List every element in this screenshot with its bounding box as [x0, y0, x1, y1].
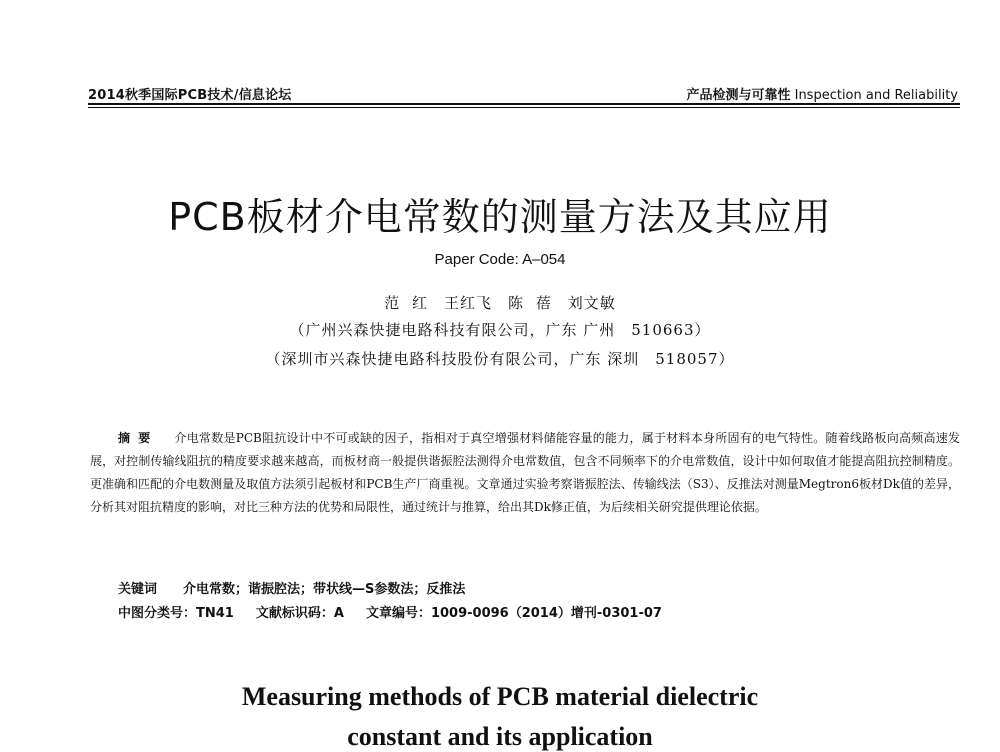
english-title-line-1: Measuring methods of PCB material dielectric [241, 682, 759, 711]
abstract [90, 427, 960, 519]
abstract-text: 介电常数是PCB阻抗设计中不可或缺的因子，指相对于真空增强材料储能容量的能力，属于材料本身所固有的电气特性。随着线路板向高频高速发展，对控制传输线阻抗的精度要求越来越高，而板材商一般提供谐振腔法测得介电常数值，包含不同频率下的介电常数值，设计中如何取值才能提高阻抗控制精度。更准确和匹配的介电数测量及取值方法须引起板材和PCB生产厂商重视。文章通过实验考察谐振腔法、传输线法（S3）、反推法对测量Megtron6板材Dk值的差异，分析其对阻抗精度的影响，对比三种方法的优势和局限性，通过统计与推算，给出其Dk修正值，为后续相关研究提供理论依据。 [90, 431, 960, 514]
keywords-text: 介电常数；谐振腔法；带状线—S参数法；反推法 [183, 582, 466, 597]
article-number-label: 文章编号： [365, 606, 431, 621]
header-section-cn: 产品检测与可靠性 [686, 88, 791, 103]
paper-title: PCB板材介电常数的测量方法及其应用 [168, 195, 832, 239]
clc-label: 中图分类号： [118, 606, 197, 621]
authors: 范 红 王红飞 陈 蓓 刘文敏 [384, 294, 616, 312]
header-conference: 2014秋季国际PCB技术/信息论坛 [88, 88, 292, 103]
header-section [686, 84, 958, 103]
article-number-value: 1009-0096（2014）增刊-0301-07 [430, 606, 662, 621]
header-section-en: Inspection and Reliability [794, 88, 958, 103]
doc-code-value: A [333, 606, 344, 621]
classification-line [118, 602, 662, 621]
keywords-line [118, 578, 465, 597]
abstract-label: 摘要 [118, 431, 159, 445]
english-title-line-2: constant and its application [347, 722, 653, 751]
keywords-label: 关键词 [118, 582, 158, 597]
doc-code-label: 文献标识码： [255, 606, 334, 621]
affiliation-1: （广州兴森快捷电路科技有限公司，广东 广州 510663） [289, 321, 711, 339]
clc-value: TN41 [196, 606, 234, 621]
affiliation-2: （深圳市兴森快捷电路科技股份有限公司，广东 深圳 518057） [265, 350, 735, 368]
header-rule-thick [88, 103, 960, 105]
header-rule-thin [88, 107, 960, 108]
paper-code: Paper Code: A–054 [434, 251, 566, 268]
